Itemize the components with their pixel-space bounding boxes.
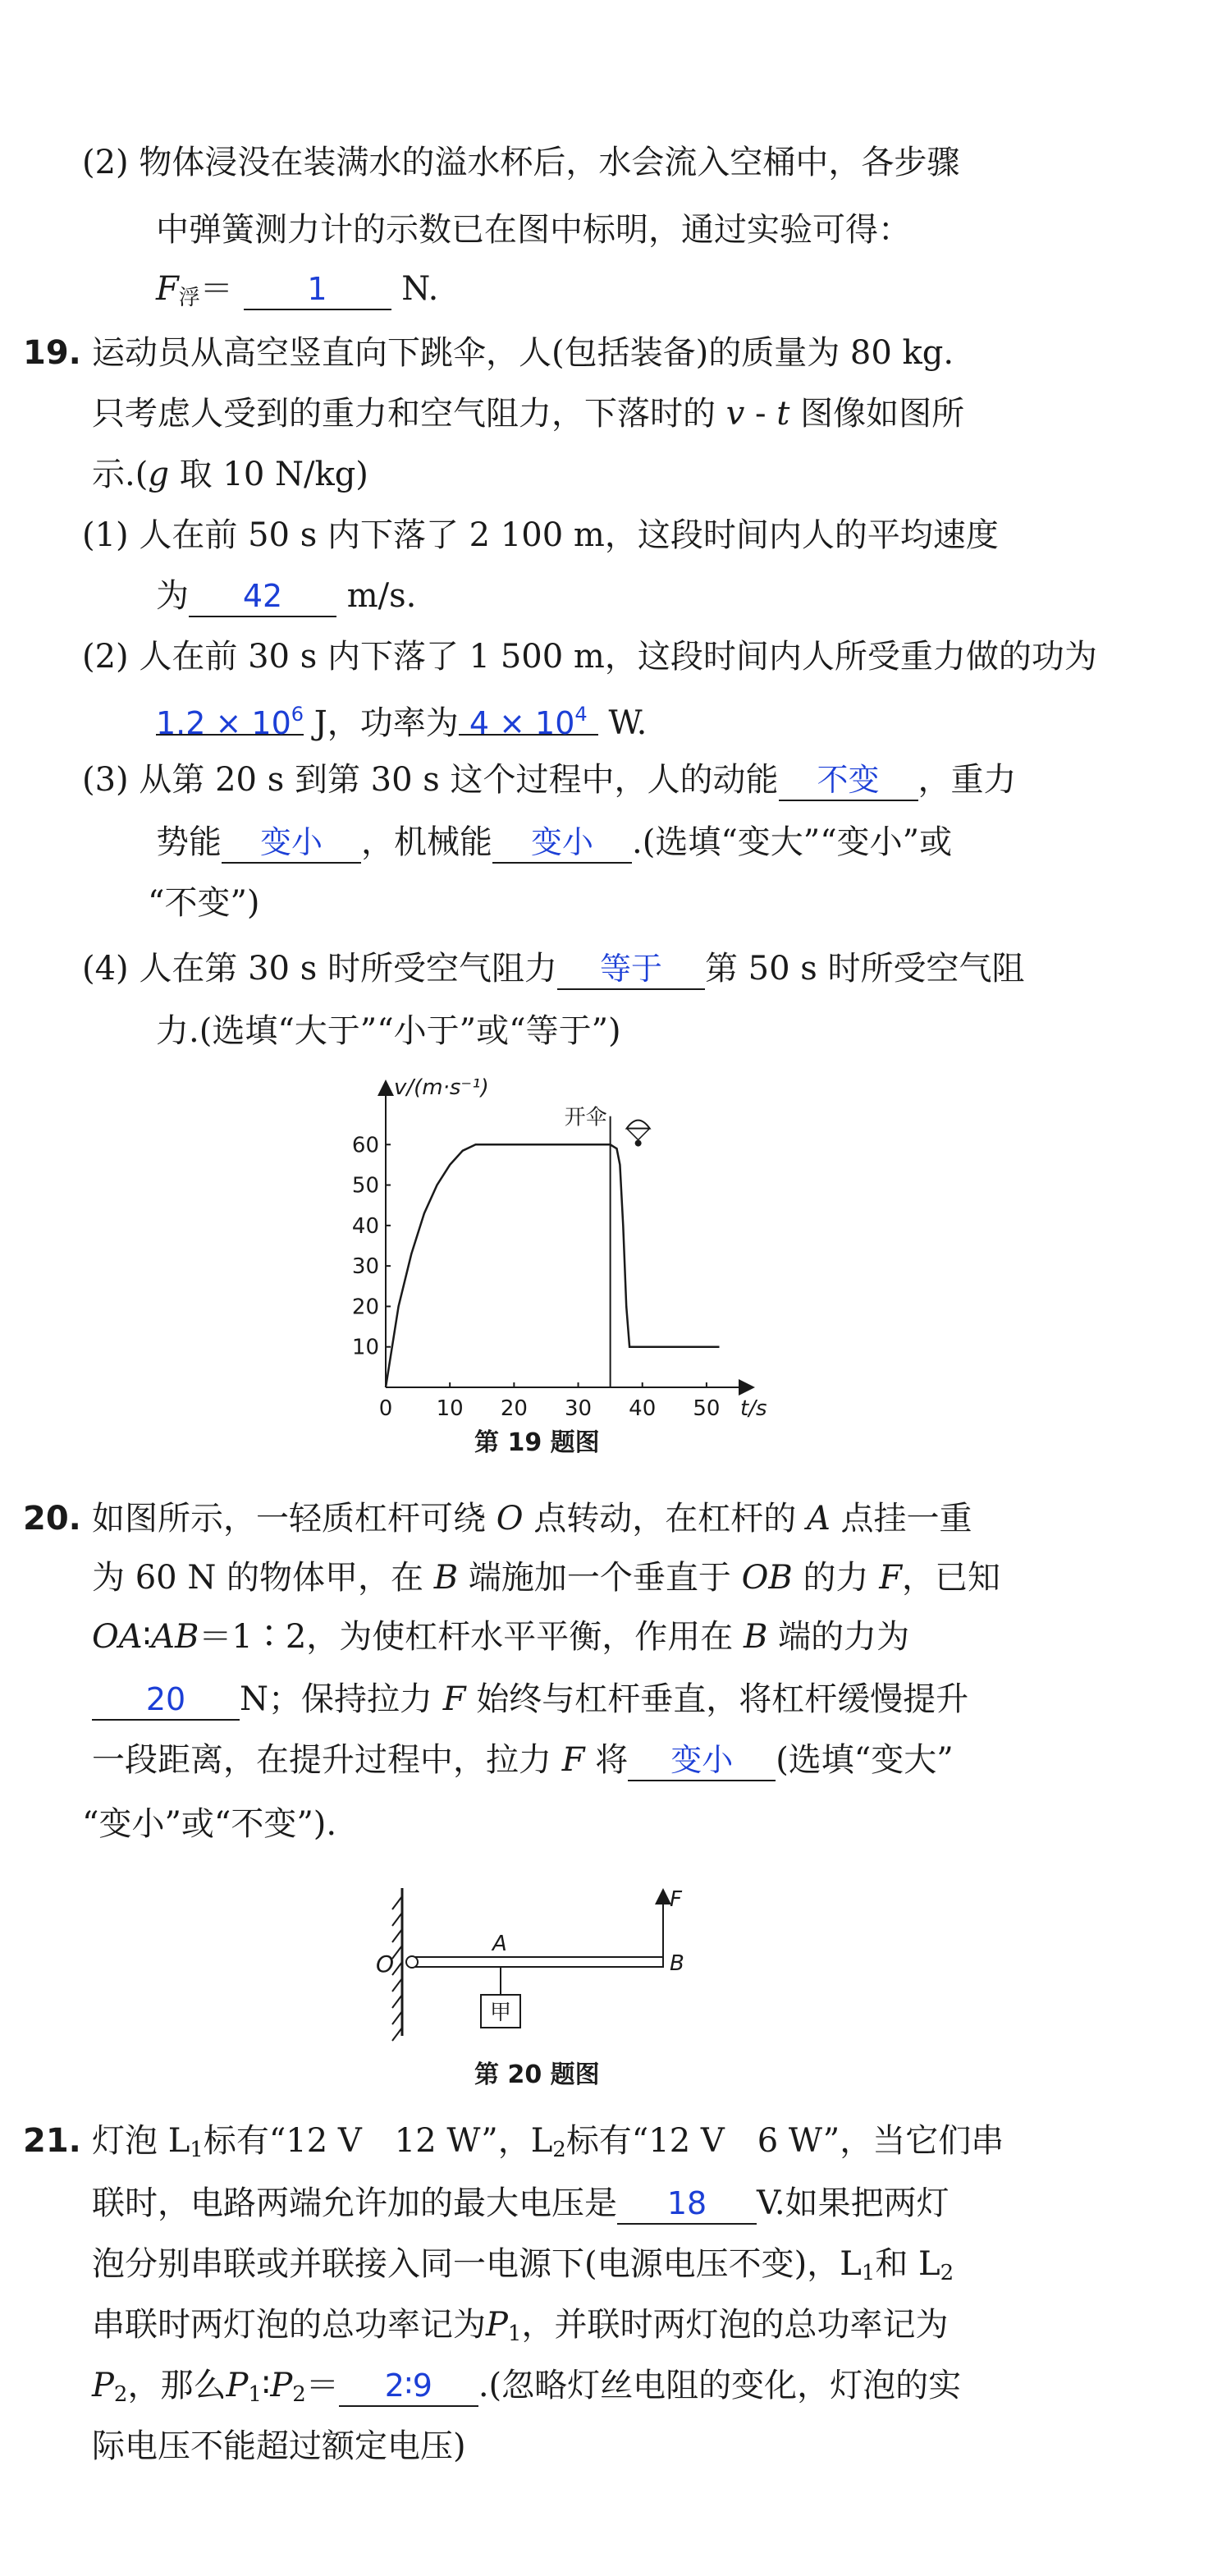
stem-text: 端的力为	[767, 1618, 910, 1656]
q20-line3	[92, 1612, 909, 1662]
lever-diagram	[361, 1872, 722, 2052]
q19-p4-line1	[82, 944, 1025, 993]
ab-symbol: AB	[151, 1618, 199, 1656]
stem-text: ，并联时两灯泡的总功率记为	[521, 2306, 949, 2344]
q19-stem-line1: 运动员从高空竖直向下跳伞，人(包括装备)的质量为 80 kg.	[92, 334, 954, 372]
chart-annotation	[565, 1106, 650, 1387]
ob-symbol: OB	[741, 1559, 793, 1597]
stem-text: 点挂一重	[830, 1500, 972, 1538]
x-tick-label: 50	[693, 1396, 721, 1421]
stem-text: 的力	[792, 1559, 880, 1597]
q19-p3-line3: “不变”)	[148, 884, 260, 922]
stem-text: 为	[156, 577, 189, 615]
q19-p3-answer1-blank[interactable]	[779, 760, 918, 801]
label-f: F	[670, 1887, 682, 1912]
q19-p1-line1: (1) 人在前 50 s 内下落了 2 100 m，这段时间内人的平均速度	[82, 516, 999, 554]
p-symbol: P	[226, 2367, 249, 2404]
q19-p2-answer2	[469, 705, 588, 741]
stem-text: 标有“12 V 12 W”，L	[203, 2122, 553, 2160]
y-tick-label: 20	[351, 1295, 379, 1320]
subscript: 1	[190, 2138, 204, 2162]
stem-text: (3) 从第 20 s 到第 30 s 这个过程中，人的动能	[82, 761, 779, 799]
subscript: 1	[248, 2382, 262, 2407]
stem-text: .(忽略灯丝电阻的变化，灯泡的实	[478, 2367, 962, 2404]
series-line	[386, 1144, 720, 1387]
chart-series	[386, 1144, 720, 1387]
q20-line6: “变小”或“不变”).	[82, 1805, 337, 1843]
pivot-o	[406, 1956, 418, 1968]
q18-p2-line3	[156, 264, 438, 323]
answer-base: 4 × 10	[469, 705, 575, 741]
stem-text: 示.(	[92, 456, 149, 493]
lever-bar	[410, 1957, 663, 1967]
question-number: 19.	[23, 334, 81, 372]
weight-label: 甲	[489, 2001, 512, 2025]
q19-p2-line1: (2) 人在前 30 s 内下落了 1 500 m，这段时间内人所受重力做的功为	[82, 638, 1097, 676]
unit-label: W.	[608, 704, 648, 742]
stem-text: 图像如图所	[789, 395, 965, 433]
q19-p4-answer: 等于	[599, 951, 662, 987]
chart-caption: 第 19 题图	[474, 1428, 600, 1457]
f-symbol: F	[879, 1559, 902, 1597]
stem-text: 泡分别串联或并联接入同一电源下(电源电压不变)，L	[92, 2245, 862, 2283]
q21-answer1-blank[interactable]	[617, 2184, 757, 2225]
ratio-colon: ∶	[261, 2367, 271, 2404]
stem-text: 灯泡 L	[92, 2122, 190, 2160]
label-a: A	[492, 1932, 507, 1956]
q19-p3-line1	[82, 755, 1017, 804]
subscript: 2	[113, 2382, 128, 2407]
q21-answer2-blank[interactable]	[339, 2366, 478, 2407]
q21-line6: 际电压不能超过额定电压)	[92, 2427, 466, 2465]
stem-text: .(选填“变大”“变小”或	[632, 823, 953, 861]
parachute-line-icon	[638, 1129, 650, 1140]
stem-text: 第 50 s 时所受空气阻	[704, 950, 1025, 988]
q20-line5	[92, 1735, 954, 1785]
subscript: 1	[507, 2322, 522, 2346]
q21-line2	[92, 2179, 950, 2228]
equals-sign: ＝	[199, 270, 233, 308]
stem-text: 势能	[156, 823, 222, 861]
f-symbol: F	[442, 1680, 466, 1718]
parachute-line-icon	[627, 1129, 638, 1140]
b-symbol: B	[744, 1618, 768, 1656]
lever-caption: 第 20 题图	[474, 2060, 600, 2089]
q21-line4	[92, 2300, 948, 2358]
subscript: 2	[552, 2138, 566, 2162]
b-symbol: B	[433, 1559, 459, 1597]
x-tick-label: 10	[436, 1396, 464, 1421]
q19-p2-answer1-blank[interactable]	[156, 694, 304, 741]
question-number: 20.	[23, 1500, 81, 1538]
stem-text: 和 L	[875, 2245, 940, 2283]
o-symbol: O	[496, 1500, 524, 1538]
stem-text: V.如果把两灯	[757, 2184, 950, 2222]
q21-answer1: 18	[666, 2185, 707, 2221]
answer-exponent: 4	[574, 703, 588, 726]
q20-answer1-blank[interactable]	[92, 1680, 240, 1721]
q19-p2-answer1	[156, 705, 304, 741]
f-symbol: F	[561, 1741, 585, 1779]
stem-text: ，机械能	[361, 823, 492, 861]
q19-p3-answer2-blank[interactable]	[222, 823, 361, 864]
q19-p3-answer3-blank[interactable]	[492, 823, 632, 864]
g-symbol: g	[148, 456, 169, 493]
q20-answer2: 变小	[670, 1742, 734, 1778]
stem-text: ，重力	[918, 761, 1017, 799]
y-tick-label: 60	[351, 1133, 379, 1158]
t-symbol: t	[776, 395, 790, 433]
q20-line2	[92, 1553, 1000, 1602]
stem-text: 如图所示，一轻质杠杆可绕	[92, 1500, 497, 1538]
stem-text: 串联时两灯泡的总功率记为	[92, 2306, 486, 2344]
q21-line1	[92, 2116, 1004, 2175]
stem-text: ＝1∶2，为使杠杆水平平衡，作用在	[199, 1618, 744, 1656]
q19-p3-answer3: 变小	[530, 824, 593, 860]
q19-p1-line2	[156, 571, 416, 621]
y-tick-label: 40	[351, 1213, 379, 1239]
q19-p4-line2: 力.(选填“大于”“小于”或“等于”)	[156, 1012, 621, 1050]
stem-text: 将	[584, 1741, 629, 1779]
label-b: B	[670, 1951, 684, 1976]
q19-p3-answer1: 不变	[817, 762, 880, 798]
stem-text: ，已知	[902, 1559, 1000, 1597]
x-tick-label: 40	[629, 1396, 657, 1421]
q19-stem-line3	[92, 450, 368, 499]
subscript: 2	[940, 2261, 954, 2285]
unit-label: m/s.	[346, 577, 417, 615]
q19-p3-line2	[156, 818, 952, 867]
q19-p1-answer-blank[interactable]	[189, 576, 336, 617]
p-symbol: P	[92, 2367, 114, 2404]
q21-line3	[92, 2239, 954, 2298]
parachute-icon	[627, 1121, 650, 1129]
stem-text: 只考虑人受到的重力和空气阻力，下落时的	[92, 395, 726, 433]
y-tick-label: 10	[351, 1335, 379, 1360]
stem-text: J，功率为	[313, 704, 459, 742]
answer-base: 1.2 × 10	[156, 705, 291, 741]
opening-label: 开伞	[564, 1105, 607, 1130]
dash: -	[744, 395, 777, 433]
subscript: 1	[861, 2261, 876, 2285]
q20-line1	[92, 1494, 972, 1543]
q19-p4-answer-blank[interactable]	[557, 949, 705, 990]
p-symbol: P	[486, 2306, 508, 2344]
y-tick-label: 30	[351, 1254, 379, 1280]
q19-p1-answer: 42	[242, 578, 283, 614]
x-tick-label: 0	[378, 1396, 393, 1421]
ratio-colon: ∶	[142, 1618, 152, 1656]
q18-p2-line2: 中弹簧测力计的示数已在图中标明，通过实验可得：	[156, 211, 911, 249]
q20-answer2-blank[interactable]	[628, 1740, 776, 1781]
q19-p2-answer2-blank[interactable]	[459, 694, 598, 741]
buoyancy-subscript: 浮	[178, 286, 200, 310]
stem-text: 端施加一个垂直于	[458, 1559, 742, 1597]
y-tick-label: 50	[351, 1173, 379, 1199]
x-tick-label: 20	[500, 1396, 528, 1421]
force-symbol: F	[156, 270, 179, 308]
stem-text: 一段距离，在提升过程中，拉力	[92, 1741, 562, 1779]
q19-p2-line2	[156, 694, 647, 748]
v-symbol: v	[725, 395, 745, 433]
stem-text: 取 10 N/kg)	[168, 456, 368, 493]
stem-text: (选填“变大”	[776, 1741, 954, 1779]
stem-text: 始终与杠杆垂直，将杠杆缓慢提升	[465, 1680, 969, 1718]
x-axis-label: t/s	[740, 1396, 767, 1421]
q20-answer1: 20	[145, 1681, 186, 1717]
chart-ticks	[352, 1133, 721, 1421]
unit-label: N.	[401, 270, 439, 308]
stem-text: 点转动，在杠杆的	[523, 1500, 807, 1538]
vt-chart	[336, 1075, 767, 1421]
stem-text: 为 60 N 的物体甲，在	[92, 1559, 434, 1597]
subscript: 2	[292, 2382, 306, 2407]
oa-symbol: OA	[92, 1618, 143, 1656]
q18-answer-blank[interactable]	[244, 269, 391, 310]
answer-exponent: 6	[291, 703, 304, 726]
q19-stem-line2	[92, 389, 964, 438]
label-o: O	[376, 1950, 395, 1978]
stem-text: 标有“12 V 6 W”，当它们串	[565, 2122, 1004, 2160]
q21-answer2: 2∶9	[384, 2367, 432, 2404]
stem-text: (4) 人在第 30 s 时所受空气阻力	[82, 950, 557, 988]
stem-text: 联时，电路两端允许加的最大电压是	[92, 2184, 617, 2222]
question-number: 21.	[23, 2122, 81, 2160]
q18-p2-line1: (2) 物体浸没在装满水的溢水杯后，水会流入空桶中，各步骤	[82, 144, 960, 181]
a-symbol: A	[806, 1500, 831, 1538]
equals-sign: ＝	[305, 2367, 339, 2404]
stem-text: N；保持拉力	[240, 1680, 443, 1718]
q21-line5	[92, 2361, 961, 2419]
p-symbol: P	[270, 2367, 293, 2404]
q18-answer: 1	[307, 271, 327, 307]
q20-line4	[92, 1675, 968, 1724]
jumper-icon	[635, 1140, 642, 1147]
y-axis-label: v/(m·s⁻¹)	[394, 1075, 489, 1100]
x-tick-label: 30	[564, 1396, 593, 1421]
stem-text: ，那么	[127, 2367, 227, 2404]
q19-p3-answer2: 变小	[259, 824, 323, 860]
